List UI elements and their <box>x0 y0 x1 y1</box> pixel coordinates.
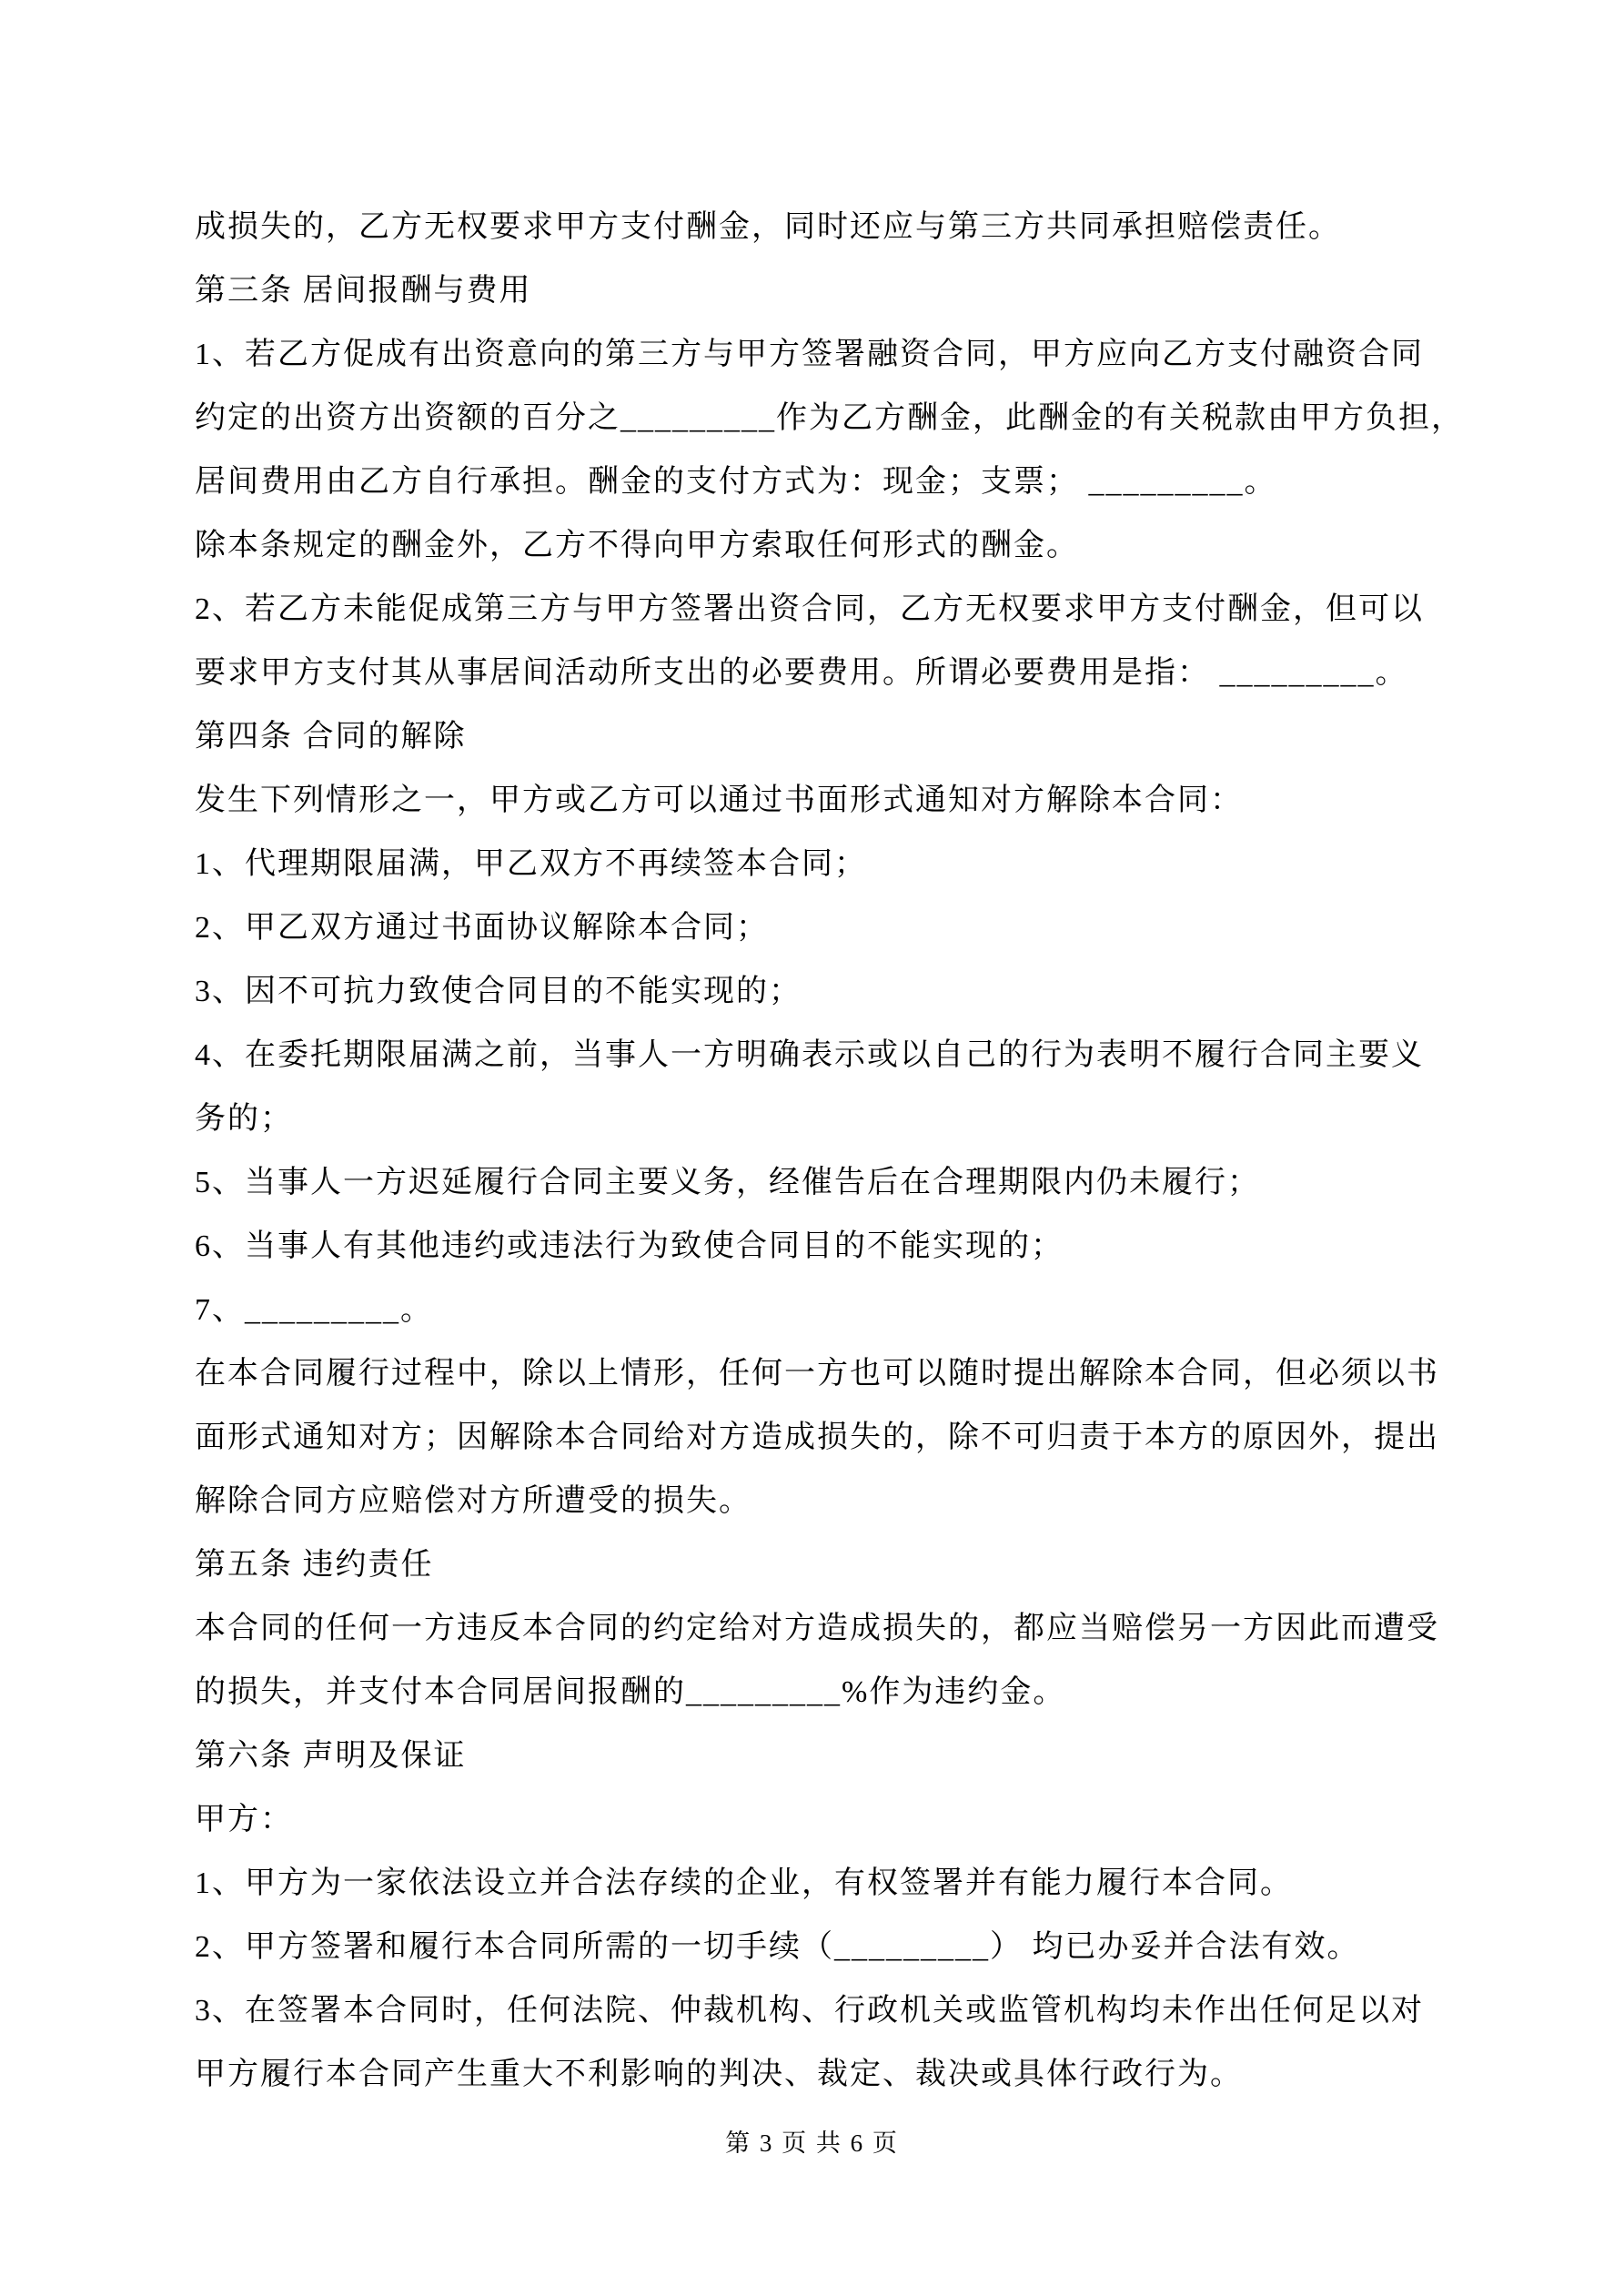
list-item-continuation: 务的； <box>195 1102 293 1136</box>
paragraph-line: 成损失的，乙方无权要求甲方支付酬金，同时还应与第三方共同承担赔偿责任。 <box>195 210 1341 244</box>
list-item: 1、甲方为一家依法设立并合法存续的企业，有权签署并有能力履行本合同。 <box>195 1866 1293 1900</box>
paragraph-line-with-blank: 居间费用由乙方自行承担。酬金的支付方式为：现金；支票； _________。 <box>195 465 1277 499</box>
list-item: 2、甲乙双方通过书面协议解除本合同； <box>195 911 769 945</box>
paragraph-line-with-blank: 约定的出资方出资额的百分之_________作为乙方酬金，此酬金的有关税款由甲方负担， <box>195 401 1464 435</box>
article-heading-4: 第四条 合同的解除 <box>195 720 467 754</box>
list-item-with-blank: 7、_________。 <box>195 1293 433 1327</box>
paragraph-line: 在本合同履行过程中，除以上情形，任何一方也可以随时提出解除本合同，但必须以书 <box>195 1357 1439 1391</box>
list-item-continuation: 甲方履行本合同产生重大不利影响的判决、裁定、裁决或具体行政行为。 <box>195 2058 1243 2091</box>
article-heading-6: 第六条 声明及保证 <box>195 1739 467 1773</box>
list-item: 6、当事人有其他违约或违法行为致使合同目的不能实现的； <box>195 1229 1064 1263</box>
party-a-label: 甲方： <box>195 1803 293 1836</box>
article-heading-3: 第三条 居间报酬与费用 <box>195 274 532 308</box>
paragraph-line: 发生下列情形之一，甲方或乙方可以通过书面形式通知对方解除本合同： <box>195 784 1243 817</box>
list-item: 4、在委托期限届满之前，当事人一方明确表示或以自己的行为表明不履行合同主要义 <box>195 1038 1424 1072</box>
paragraph-line: 1、若乙方促成有出资意向的第三方与甲方签署融资合同，甲方应向乙方支付融资合同 <box>195 338 1424 371</box>
paragraph-line-with-blank: 要求甲方支付其从事居间活动所支出的必要费用。所谓必要费用是指： _________。 <box>195 656 1408 690</box>
list-item: 3、在签署本合同时，任何法院、仲裁机构、行政机关或监管机构均未作出任何足以对 <box>195 1994 1424 2028</box>
paragraph-line: 除本条规定的酬金外，乙方不得向甲方索取任何形式的酬金。 <box>195 529 1079 562</box>
article-heading-5: 第五条 违约责任 <box>195 1548 434 1582</box>
paragraph-line: 解除合同方应赔偿对方所遭受的损失。 <box>195 1484 751 1518</box>
list-item: 5、当事人一方迟延履行合同主要义务，经催告后在合理期限内仍未履行； <box>195 1166 1260 1199</box>
paragraph-line: 面形式通知对方；因解除本合同给对方造成损失的，除不可归责于本方的原因外，提出 <box>195 1421 1439 1454</box>
list-item: 3、因不可抗力致使合同目的不能实现的； <box>195 975 802 1008</box>
paragraph-line: 2、若乙方未能促成第三方与甲方签署出资合同，乙方无权要求甲方支付酬金，但可以 <box>195 592 1424 626</box>
paragraph-line-with-blank: 的损失，并支付本合同居间报酬的_________%作为违约金。 <box>195 1675 1066 1709</box>
list-item-with-blank: 2、甲方签署和履行本合同所需的一切手续（_________） 均已办妥并合法有效。 <box>195 1930 1360 1964</box>
page-number: 第 3 页 共 6 页 <box>725 2129 899 2157</box>
contract-body <box>195 196 1464 2107</box>
list-item: 1、代理期限届满，甲乙双方不再续签本合同； <box>195 847 867 881</box>
paragraph-line: 本合同的任何一方违反本合同的约定给对方造成损失的，都应当赔偿另一方因此而遭受 <box>195 1612 1439 1645</box>
